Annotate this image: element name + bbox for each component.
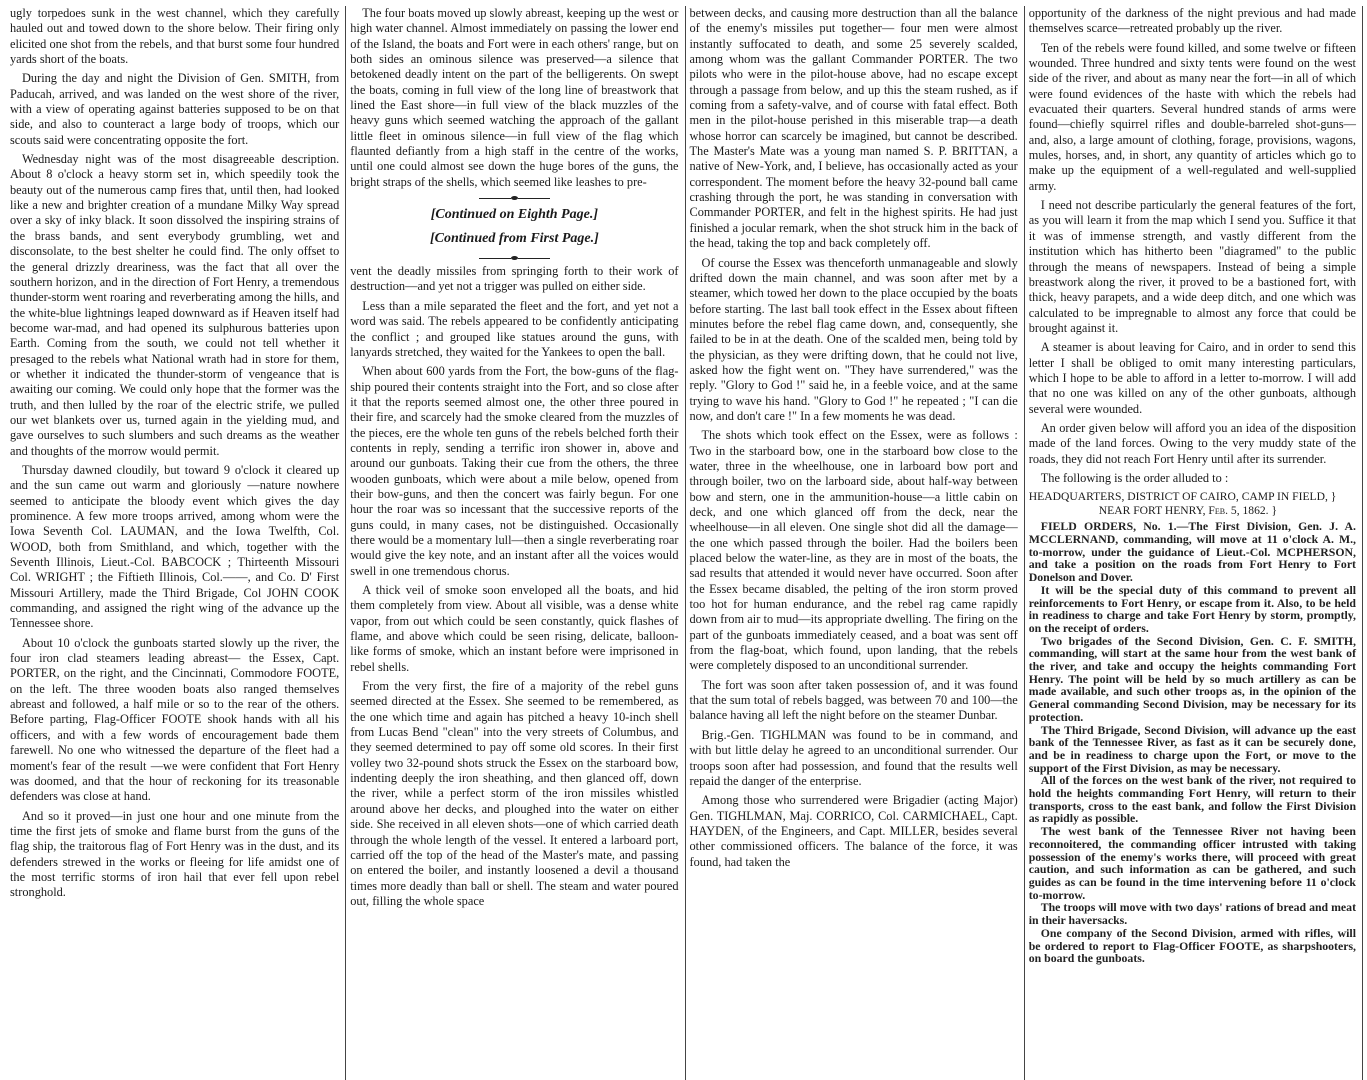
column-1 <box>6 6 345 1080</box>
column-3 <box>685 6 1024 1080</box>
order-heading <box>1029 490 1356 518</box>
order-paragraph: All of the forces on the west bank of the river, not required to hold the heights commanding Fort Henry, will return to their transports, cross to the east bank, and follow the First Division as rapidly as possible. <box>1028 773 1356 826</box>
ornament-divider <box>350 196 678 200</box>
order-paragraph: It will be the special duty of this command to prevent all reinforcements to Fort Henry, or escape from it. Also, to be held in readiness to charge and take Fort Henry by storm, promptly, on the receipt of orders. <box>1028 582 1356 635</box>
paragraph: ugly torpedoes sunk in the west channel, which they carefully hauled out and towed down to the shore below. Their firing only elicited one shot from the rebels, and that burst some four hundred yards short of the boats. <box>10 6 340 67</box>
order-paragraph: FIELD ORDERS, No. 1.—The First Division, Gen. J. A. MCCLERNAND, commanding, will move at 11 o'clock A. M., to-morrow, under the guidance of Lieut.-Col. MCPHERSON, and take a position on the roads from Fort Henry to Fort Donelson and Dover. <box>1028 519 1356 585</box>
paragraph: between decks, and causing more destruction than all the balance of the enemy's missiles put together— four men were almost instantly suffocated to death, and some 25 severely scalded, among whom was the gallant Commander PORTER. The two pilots who were in the pilot-house above, had no escape except through a passage from below, and up this the steam rushed, as if coming from a safety-valve, and of course with fatal effect. Both men in the pilot-house perished in this miserable trap—a death whose horror can scarcely be imagined, but cannot be described. The Master's Mate was a young man named S. P. BRITTAN, a native of New-York, and, I believe, has occasionally acted as your correspondent. The moment before the heavy 32-pound ball came crashing through the port, he was standing in conversation with Commander PORTER, and felt in the highest spirits. He had just finished a jocular remark, when the shot struck him in the back of the head, taking the top and back completely off. <box>689 6 1018 251</box>
paragraph: opportunity of the darkness of the night previous and had made themselves scarce—retreated probably up the river. <box>1028 6 1356 36</box>
order-heading-line-2: NEAR FORT HENRY, Feb. 5, 1862. } <box>1098 504 1278 518</box>
order-heading-line-1: HEADQUARTERS, DISTRICT OF CAIRO, CAMP IN FIELD, } <box>1028 490 1337 504</box>
paragraph: And so it proved—in just one hour and one minute from the time the first jets of smoke and flame burst from the guns of the flag ship, the traitorous flag of Fort Henry was in the dust, and its defenders strewed in the works or fleeing for life amidst one of the most terrific storms of iron hail that ever fell upon rebel stronghold. <box>10 808 340 900</box>
paragraph: A steamer is about leaving for Cairo, and in order to send this letter I shall be obliged to omit many interesting particulars, which I hope to be able to afford in a letter to-morrow. I will add that no one was killed on any of the other gunboats, although several were wounded. <box>1028 340 1356 416</box>
continued-from-notice: [Continued from First Page.] <box>429 231 599 247</box>
paragraph: Of course the Essex was thenceforth unmanageable and slowly drifted down the main channel, and was soon after met by a steamer, which towed her down to the place occupied by the boats before starting. The last ball took effect in the Essex about fifteen minutes before the rebel flag came down, and, consequently, she failed to be in at the death. One of the scalded men, being told by the physician, as they were drifting down, that he could not live, asked how the fight went on. "They have surrendered," was the reply. "Glory to God !" said he, in a feeble voice, and at the same trying to wave his hand. "Glory to God !" he repeated ; "I can die now, and don't care !" In a few moments he was dead. <box>689 255 1018 423</box>
order-paragraph: One company of the Second Division, armed with rifles, will be ordered to report to Flag-Officer FOOTE, as sharpshooters, on board the gunboats. <box>1028 925 1356 966</box>
paragraph: Thursday dawned cloudily, but toward 9 o'clock it cleared up and the sun came out warm and gloriously —nature nowhere seemed to anticipate the bloody event which gives the day prominence. A few more troops arrived, among whom were the Iowa Seventh Col. LAUMAN, and the Iowa Twelfth, Col. WOOD, both from Smithland, and which, together with the Seventh Illinois, Lieut.-Col. BABCOCK ; Thirteenth Missouri Col. WRIGHT ; the Fiftieth Illinois, Col.——, and Co. D' First Missouri Artillery, made the Third Brigade, Col JOHN COOK commanding, and assigned the right wing of the advance up the Tennessee shore. <box>10 462 340 631</box>
order-paragraph: Two brigades of the Second Division, Gen. C. F. SMITH, commanding, will start at the same hour from the west bank of the river, and take and occupy the heights commanding Fort Henry. The point will be held by so much artillery as can be made available, and such other troops as, in the opinion of the General commanding Second Division, may be necessary for its protection. <box>1028 633 1356 724</box>
paragraph: Ten of the rebels were found killed, and some twelve or fifteen wounded. Three hundred and sixty tents were found on the west side of the river, and about as many near the fort—in all of which were found evidences of the haste with which the rebels had evacuated their quarters. Several hundred stands of arms were found—chiefly squirrel rifles and double-barreled shot-guns—and, also, a large amount of clothing, forage, provisions, wagons, mules, horses, and, in short, any quantity of articles which go to make up the equipment of a well-regulated and well-supplied army. <box>1028 40 1356 193</box>
paragraph: The four boats moved up slowly abreast, keeping up the west or high water channel. Almost immediately on passing the lower end of the Island, the boats and Fort were in each others' range, but on both sides an ominous silence was preserved—a silence that betokened deadly intent on the part of the belligerents. On swept the boats, coming in full view of the long line of breastwork that lined the East shore—in full view of the black muzzles of the heavy guns which seemed watching the approach of the gallant little fleet in ominous silence—in full view of the flag which flaunted defiantly from a high staff in the centre of the works, until one could almost see down the huge bores of the guns, the bright straps of the shells, which seemed like leashes to pre- <box>350 6 679 189</box>
order-paragraph: The troops will move with two days' rations of bread and meat in their haversacks. <box>1028 900 1356 928</box>
paragraph: vent the deadly missiles from springing forth to their work of destruction—and yet not a trigger was pulled on either side. <box>350 264 679 294</box>
paragraph: Among those who surrendered were Brigadier (acting Major) Gen. TIGHLMAN, Maj. CORRICO, Col. CARMICHAEL, Capt. HAYDEN, of the Engineers, and Capt. MILLER, besides several other commissioned officers. The balance of the force, it was found, had taken the <box>689 793 1018 869</box>
paragraph: A thick veil of smoke soon enveloped all the boats, and hid them completely from view. About all visible, was a dense white vapor, from out which could be seen constantly, quick flashes of flame, and above which could be seen rising, delicate, balloon-like forms of smoke, which an instant before were imprisoned in rebel shells. <box>350 583 679 674</box>
paragraph: The fort was soon after taken possession of, and it was found that the sum total of rebels bagged, was between 70 and 100—the balance having all left the night before on the steamer Dunbar. <box>689 677 1018 723</box>
paragraph: An order given below will afford you an idea of the disposition made of the land forces. Owing to the very muddy state of the roads, they did not reach Fort Henry until after its surrender. <box>1028 420 1356 466</box>
paragraph: Less than a mile separated the fleet and the fort, and yet not a word was said. The rebels appeared to be confidently anticipating the conflict ; and grouped like statues around the guns, with lanyards stretched, they waited for the Yankees to open the ball. <box>350 298 679 359</box>
paragraph: About 10 o'clock the gunboats started slowly up the river, the four iron clad steamers leading abreast— the Essex, Capt. PORTER, on the right, and the Cincinnati, Commodore FOOTE, on the left. The three wooden boats also ranged themselves abreast and followed, a half mile or so to the rear of the others. Before parting, Flag-Officer FOOTE shook hands with all his officers, and with a few words of encouragement bade them farewell. No one who witnessed the departure of the fleet had a moment's fear of the result —we were confident that Fort Henry was doomed, and that the hour of reckoning for its treasonable defenders was close at hand. <box>10 635 340 804</box>
column-4 <box>1024 6 1363 1080</box>
column-2 <box>345 6 684 1080</box>
continued-on-notice: [Continued on Eighth Page.] <box>430 207 598 223</box>
paragraph: From the very first, the fire of a majority of the rebel guns seemed directed at the Essex. She seemed to be remembered, as the one which time and again has pitched a heavy 10-inch shell from Lucas Bend "clean" into the very streets of Columbus, and they seemed determined to pay off some old scores. In their first volley two 32-pound shots struck the Essex on the starboard bow, indenting deeply the iron sheathing, and then glanced off, down the river, while a perfect storm of the iron missiles whistled around above her decks, and ploughed into the water on either side. She received in all eleven shots—one of which carried death through the whole length of the vessel. It entered a larboard port, carried off the top of the head of the Master's mate, and passing on entered the boiler, and instantly loosened a devil a thousand times more deadly than ball or shell. The steam and water poured out, filling the whole space <box>350 679 679 908</box>
ornament-divider <box>350 256 678 260</box>
paragraph: The following is the order alluded to : <box>1040 470 1229 485</box>
order-paragraph: The Third Brigade, Second Division, will advance up the east bank of the Tennessee River, as fast as it can be securely done, and be in readiness to charge upon the Fort, or move to the support of the First Division, as may be necessary. <box>1028 722 1356 775</box>
paragraph: Brig.-Gen. TIGHLMAN was found to be in command, and with but little delay he agreed to an unconditional surrender. Our troops soon after had possession, and found that the results well repaid the danger of the enterprise. <box>689 727 1018 788</box>
paragraph: Wednesday night was of the most disagreeable description. About 8 o'clock a heavy storm set in, which speedily took the beauty out of the numerous camp fires that, until then, had looked like a new and brighter creation of a mundane Milky Way spread over a sky of inky black. It soon dissolved the inspiring strains of the brass bands, and sent everybody grumbling, wet and disconsolate, to the best shelter he could find. The only offset to the general drizzly dreariness, was the fact that all over the southern horizon, and in the direction of Fort Henry, a tremendous thunder-storm went roaring and reverberating among the hills, and the white-blue lightnings leaped downward as if Heaven itself had become war-mad, and had opened its sulphurous batteries upon Earth. Coming from the south, we could not tell whether it presaged to the rebels what National wrath had in store for them, or whether it indicated the thunder-storm of vengeance that is awaiting our coming. We could only hope that the former was the truth, and then lulled by the roar of the electric strife, we pulled our wet blankets over us, turned again in the yielding mud, and gave ourselves to such slumbers and such dreams as the weather and thoughts of the morrow would permit. <box>10 152 340 458</box>
paragraph: During the day and night the Division of Gen. SMITH, from Paducah, arrived, and was landed on the west shore of the river, with a view of operating against batteries supposed to be on that side, and also to counteract a large body of troops, which our scouts said were concentrating opposite the fort. <box>10 71 340 147</box>
order-paragraph: The west bank of the Tennessee River not having been reconnoitered, the commanding officer intrusted with taking possession of the enemy's works there, will proceed with great caution, and such information as can be gathered, and such guides as can be found in the time intervening before 11 o'clock to-morrow. <box>1028 824 1356 902</box>
paragraph: I need not describe particularly the general features of the fort, as you will learn it from the map which I send you. Suffice it that it was of immense strength, and vastly different from the institution which has hitherto been "diagramed" to the public through the means of newspapers. Instead of being a simple breastwork along the river, it proved to be a bastioned fort, with thick, heavy parapets, and a wide deep ditch, and one which was calculated to be impregnable to almost any force that could be brought against it. <box>1028 198 1356 335</box>
field-orders <box>1029 520 1356 965</box>
paragraph: The shots which took effect on the Essex, were as follows : Two in the starboard bow, one in the starboard bow close to the water, three in the wheelhouse, one in larboard bow port and through boiler, two on the larboard side, about half-way between bow and stern, one in the ammunition-house—a little cabin on deck, and one which glanced off from the deck, near the wheelhouse—in all eleven. One single shot did all the damage—the one which passed through the boiler. Had the boilers been placed below the water-line, as they are in most of the boats, the sad results that attended it would never have occurred. Soon after the Essex became disabled, the pelting of the iron storm proved too hot for human endurance, and the rebel rag came rapidly down from air to mud—its appropriate dwelling. The firing on the part of the gunboats immediately ceased, and a boat was sent off from the flag-boat, which found, upon landing, that the rebels were completely disposed to an unconditional surrender. <box>689 428 1018 673</box>
paragraph: When about 600 yards from the Fort, the bow-guns of the flag-ship poured their contents straight into the Fort, and so close after it that the reports seemed almost one, the other three poured in their fire, and scarcely had the smoke cleared from the muzzles of the pieces, ere the whole ten guns of the rebels belched forth their contents in reply, sending a terrific iron shower in, above and around our gunboats. Taking their cue from the others, the three wooden gunboats, which were about a mile below, opened from their bow-guns, and then the concert was fairly begun. For one hour the roar was so incessant that the successive reports of the guns could, in many cases, not be distinguished. Occasionally there would be a momentary lull—then a single reverberating roar would give the key note, and an instant after all the voices would swell in one tremendous chorus. <box>350 364 679 578</box>
